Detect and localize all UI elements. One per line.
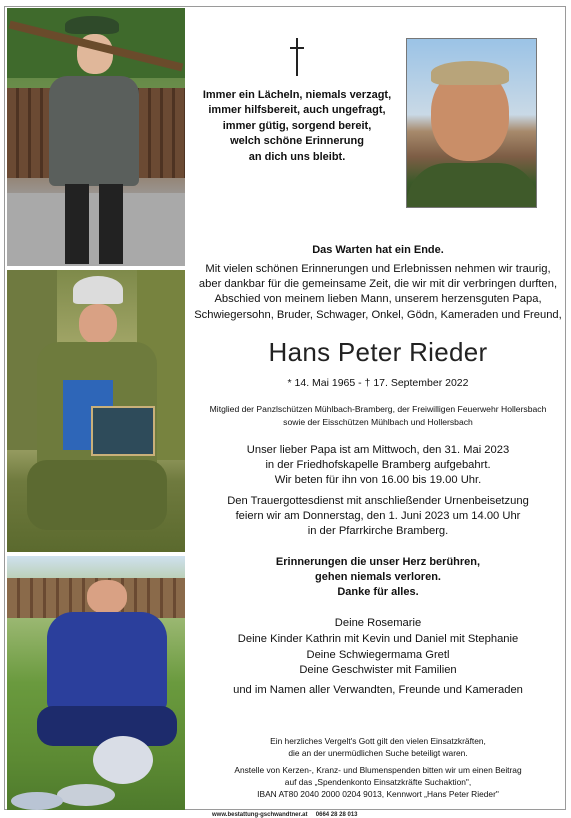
membership-text [190,403,566,428]
quote-line: Erinnerungen die unser Herz berühren, [275,556,481,568]
donation-line: Anstelle von Kerzen-, Kranz- und Blumenspenden bitten wir um einen Beitrag [234,765,522,775]
intro-line: aber dankbar für die gemeinsame Zeit, die wir mit dir verbringen durften, [198,278,558,291]
deceased-name: Hans Peter Rieder [268,337,488,367]
photo-curling [7,556,185,810]
quote-line: gehen niemals verloren. [315,571,441,584]
life-dates: * 14. Mai 1965 - † 17. September 2022 [287,377,469,389]
mourner-line: Deine Kinder Kathrin mit Kevin und Daniel mit Stephanie [237,632,519,645]
donation-line: auf das „Spendenkonto Einsatzkräfte Suchaktion", [284,777,472,787]
donation-line: IBAN AT80 2040 2000 0204 9013, Kennwort „Hans Peter Rieder" [257,789,499,799]
headline: Das Warten hat ein Ende. [312,244,444,256]
photo-firefighter-trophy [7,270,185,552]
thanks-text [190,735,566,759]
poem-line: Immer ein Lächeln, niemals verzagt, [202,89,392,101]
mourners-all: und im Namen aller Verwandten, Freunde und Kameraden [233,684,523,696]
mourner-line: Deine Schwiegermama Gretl [306,648,450,661]
poem [192,88,402,165]
poem-line: immer hilfsbereit, auch ungefragt, [208,104,386,117]
mourner-line: Deine Geschwister mit Familien [299,664,457,677]
mourner-line: Deine Rosemarie [334,617,422,629]
donation-text [190,764,566,800]
portrait-photo [406,38,537,208]
quote [190,555,566,601]
poem-line: welch schöne Erinnerung [230,135,364,148]
service-line: in der Pfarrkirche Bramberg. [307,525,449,538]
footer-contact: www.bestattung-gschwandtner.at 0664 28 28 013 [212,812,358,818]
laid-out-line: in der Friedhofskapelle Bramberg aufgebahrt. [265,459,491,472]
laid-out-line: Wir beten für ihn von 16.00 bis 19.00 Uhr. [274,474,482,487]
service-line: feiern wir am Donnerstag, den 1. Juni 2023 um 14.00 Uhr [235,510,521,523]
service-line: Den Trauergottesdienst mit anschließender Urnenbeisetzung [227,495,529,507]
thanks-line: Ein herzliches Vergelt's Gott gilt den vielen Einsatzkräften, [270,736,486,746]
poem-line: immer gütig, sorgend bereit, [222,119,372,132]
membership-line: Mitglied der Panzlschützen Mühlbach-Bramberg, der Freiwilligen Feuerwehr Hollersbach [209,404,547,414]
intro-text [190,262,566,323]
cross-icon [288,38,306,76]
photo-traditional-costume [7,8,185,266]
membership-line: sowie der Eisschützen Mühlbach und Hollersbach [283,416,473,427]
thanks-line: die an der unermüdlichen Suche beteiligt waren. [288,748,468,758]
laid-out-line: Unser lieber Papa ist am Mittwoch, den 31. Mai 2023 [246,444,510,456]
intro-line: Mit vielen schönen Erinnerungen und Erlebnissen nehmen wir traurig, [205,263,551,275]
service-text [190,494,566,540]
quote-line: Danke für alles. [337,586,419,599]
poem-line: an dich uns bleibt. [248,150,346,163]
mourners-list [190,616,566,679]
intro-line: Abschied von meinem lieben Mann, unserem herzensguten Papa, [214,293,542,306]
laid-out-text [190,443,566,489]
intro-line: Schwiegersohn, Bruder, Schwager, Onkel, Gödn, Kameraden und Freund, [194,308,562,321]
